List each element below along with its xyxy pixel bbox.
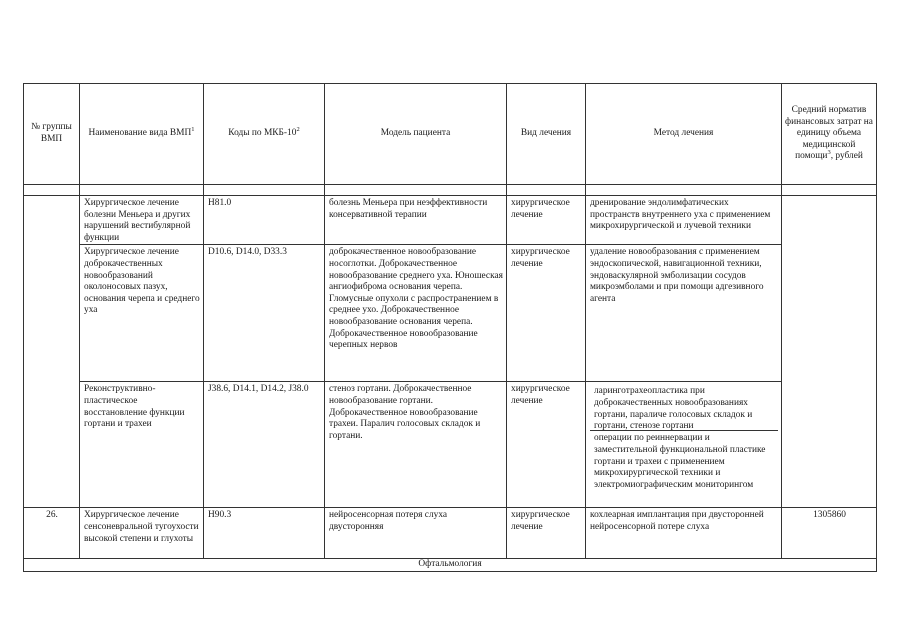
header-spacer-row — [24, 185, 877, 196]
spacer-cell — [586, 185, 782, 196]
vmp-name-cell: Хирургическое лечение болезни Меньера и других нарушений вестибулярной функции — [80, 196, 204, 245]
treatment-method-cell: удаление новообразования с применением эндоскопической, навигационной техники, эндоваскулярной эмболизации сосудов микроэмболами и при помощи адгезивного агента — [586, 245, 782, 382]
section-row — [24, 559, 877, 572]
icd-codes-cell: H81.0 — [204, 196, 325, 245]
section-title: Офтальмология — [24, 559, 877, 572]
vmp-name-cell: Хирургическое лечение доброкачественных новообразований околоносовых пазух, основания черепа и среднего уха — [80, 245, 204, 382]
patient-model-cell: доброкачественное новообразование носоглотки. Доброкачественное новообразование среднего уха. Юношеская ангиофиброма основания черепа. Гломусные опухоли с распространением в среднее ухо. Доброкачественное новообразование основания черепа. Доброкачественное новообразование черепных нервов — [325, 245, 507, 382]
spacer-cell — [80, 185, 204, 196]
vmp-name-cell: Хирургическое лечение сенсоневральной тугоухости высокой степени и глухоты — [80, 508, 204, 559]
header-avg-cost: Средний норматив финансовых затрат на единицу объема медицинской помощи$^3$, рублей — [782, 84, 877, 185]
spacer-cell — [325, 185, 507, 196]
spacer-cell — [507, 185, 586, 196]
icd-codes-cell: J38.6, D14.1, D14.2, J38.0 — [204, 382, 325, 508]
table-row — [24, 382, 877, 508]
header-treatment-type: Вид лечения — [507, 84, 586, 185]
treatment-type-cell: хирургическое лечение — [507, 382, 586, 508]
icd-codes-cell: H90.3 — [204, 508, 325, 559]
header-vmp-type: Наименование вида ВМП$^1$ — [80, 84, 204, 185]
patient-model-cell: болезнь Меньера при неэффективности консервативной терапии — [325, 196, 507, 245]
group-cell — [24, 196, 80, 508]
cost-cell — [782, 196, 877, 508]
patient-model-cell: стеноз гортани. Доброкачественное новообразование гортани. Доброкачественное новообразование трахеи. Паралич голосовых складок и гортани. — [325, 382, 507, 508]
header-icd-codes: Коды по МКБ-$10^2$ — [204, 84, 325, 185]
patient-model-cell: нейросенсорная потеря слуха двусторонняя — [325, 508, 507, 559]
treatment-method-cell — [586, 382, 782, 508]
spacer-cell — [24, 185, 80, 196]
spacer-cell — [204, 185, 325, 196]
cost-cell: 1305860 — [782, 508, 877, 559]
spacer-cell — [782, 185, 877, 196]
vmp-name-cell: Реконструктивно-пластическое восстановление функции гортани и трахеи — [80, 382, 204, 508]
icd-codes-cell: D10.6, D14.0, D33.3 — [204, 245, 325, 382]
table-header-row — [24, 84, 877, 185]
treatment-type-cell: хирургическое лечение — [507, 245, 586, 382]
header-patient-model: Модель пациента — [325, 84, 507, 185]
treatment-method-item: операции по реиннервации и заместительной функциональной пластике гортани и трахеи с применением микрохирургической техники и электромиографическим мониторингом — [590, 430, 778, 491]
treatment-type-cell: хирургическое лечение — [507, 508, 586, 559]
table-row — [24, 196, 877, 245]
treatment-method-item: ларинготрахеопластика при доброкачественных новообразованиях гортани, параличе голосовых складок и гортани, стенозе гортани — [594, 386, 753, 432]
header-treatment-method: Метод лечения — [586, 84, 782, 185]
table-row — [24, 245, 877, 382]
vmp-table — [23, 83, 877, 572]
treatment-method-cell: кохлеарная имплантация при двусторонней нейросенсорной потере слуха — [586, 508, 782, 559]
header-group-no: № группы ВМП — [24, 84, 80, 185]
group-cell: 26. — [24, 508, 80, 559]
table-row — [24, 508, 877, 559]
treatment-method-cell: дренирование эндолимфатических пространств внутреннего уха с применением микрохирургической и лучевой техники — [586, 196, 782, 245]
treatment-type-cell: хирургическое лечение — [507, 196, 586, 245]
